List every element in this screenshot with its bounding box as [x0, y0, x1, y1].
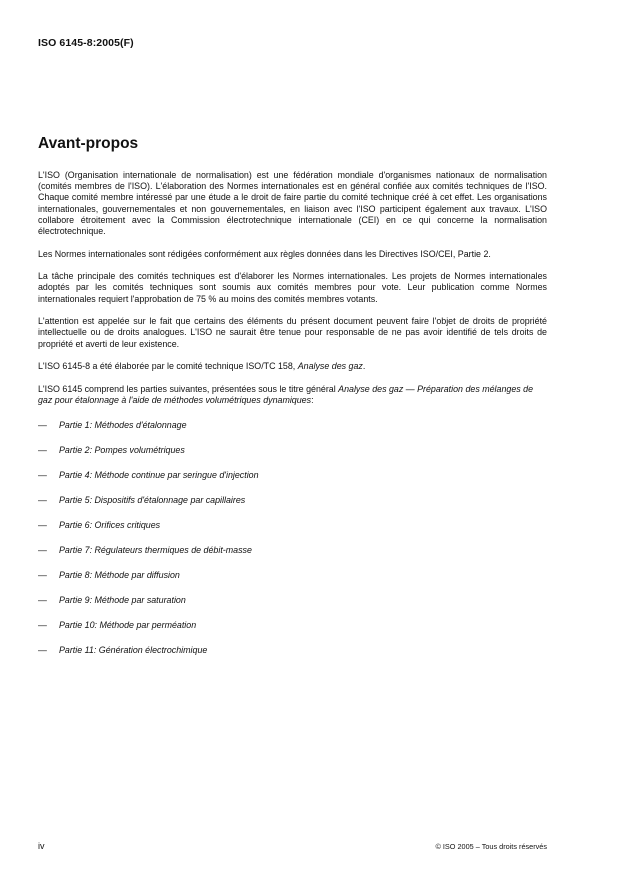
- em-dash-bullet: —: [38, 420, 47, 431]
- document-id-header: ISO 6145-8:2005(F): [38, 37, 134, 49]
- paragraph-committee: [38, 361, 547, 372]
- list-item: [38, 595, 547, 620]
- paragraph-parts-intro: [38, 384, 547, 406]
- part-label: Partie 9: Méthode par saturation: [59, 595, 186, 606]
- paragraph-directives: Les Normes internationales sont rédigées conformément aux règles données dans les Directives ISO/CEI, Partie 2.: [38, 248, 491, 259]
- paragraph-patent-notice: L'attention est appelée sur le fait que certains des éléments du présent document peuvent faire l'objet de droits de propriété intellectuelle ou de droits analogues. L'ISO ne saurait être tenue pour responsable de ne pas avoir identifié de tels droits de propriété et averti de leur existence.: [38, 316, 547, 349]
- page-number: iv: [38, 841, 45, 851]
- list-item: [38, 470, 547, 495]
- foreword-body: [38, 170, 547, 670]
- paragraph-committee-text: L'ISO 6145-8 a été élaborée par le comité technique ISO/TC 158,: [38, 361, 298, 372]
- list-item: [38, 445, 547, 470]
- part-label: Partie 4: Méthode continue par seringue d'injection: [59, 470, 259, 481]
- list-item: [38, 645, 547, 670]
- part-label: Partie 7: Régulateurs thermiques de débit-masse: [59, 545, 252, 556]
- em-dash-bullet: —: [38, 445, 47, 456]
- copyright-notice: © ISO 2005 – Tous droits réservés: [435, 842, 547, 851]
- em-dash-bullet: —: [38, 470, 47, 481]
- em-dash-bullet: —: [38, 520, 47, 531]
- list-item: [38, 545, 547, 570]
- list-item: [38, 520, 547, 545]
- paragraph-parts-intro-text: L'ISO 6145 comprend les parties suivantes, présentées sous le titre général: [38, 383, 339, 394]
- list-item: [38, 570, 547, 595]
- part-label: Partie 10: Méthode par perméation: [59, 620, 197, 631]
- paragraph-parts-intro-italic: Analyse des gaz — Préparation des mélanges de gaz pour étalonnage à l'aide de méthodes volumétriques dynamiques: [38, 383, 534, 405]
- em-dash-bullet: —: [38, 545, 47, 556]
- em-dash-bullet: —: [38, 620, 47, 631]
- section-title: Avant-propos: [38, 135, 139, 152]
- part-label: Partie 11: Génération électrochimique: [59, 645, 208, 656]
- part-label: Partie 5: Dispositifs d'étalonnage par capillaires: [59, 495, 246, 506]
- em-dash-bullet: —: [38, 645, 47, 656]
- part-label: Partie 1: Méthodes d'étalonnage: [59, 420, 187, 431]
- em-dash-bullet: —: [38, 595, 47, 606]
- list-item: [38, 420, 547, 445]
- paragraph-main-task: La tâche principale des comités techniques est d'élaborer les Normes internationales. Les projets de Normes internationales adoptés par les comités techniques sont soumis aux comités membres pour vote. Leur publication comme Normes internationales requiert l'approbation de 75 % au moins des comités membres votants.: [38, 271, 547, 304]
- em-dash-bullet: —: [38, 570, 47, 581]
- part-label: Partie 8: Méthode par diffusion: [59, 570, 180, 581]
- list-item: [38, 495, 547, 520]
- paragraph-parts-intro-end: :: [311, 395, 314, 405]
- paragraph-committee-italic: Analyse des gaz: [297, 361, 363, 372]
- parts-list: [38, 420, 547, 670]
- em-dash-bullet: —: [38, 495, 47, 506]
- list-item: [38, 620, 547, 645]
- part-label: Partie 2: Pompes volumétriques: [59, 445, 185, 456]
- part-label: Partie 6: Orifices critiques: [59, 520, 161, 531]
- paragraph-committee-end: .: [362, 361, 366, 372]
- paragraph-iso-intro: L'ISO (Organisation internationale de normalisation) est une fédération mondiale d'organismes nationaux de normalisation (comités membres de l'ISO). L'élaboration des Normes internationales est en général confiée aux comités techniques de l'ISO. Chaque comité membre intéressé par une étude a le droit de faire partie du comité technique créé à cet effet. Les organisations internationales, gouvernementales et non gouvernementales, en liaison avec l'ISO participent également aux travaux. L'ISO collabore étroitement avec la Commission électrotechnique internationale (CEI) en ce qui concerne la normalisation électrotechnique.: [38, 170, 547, 237]
